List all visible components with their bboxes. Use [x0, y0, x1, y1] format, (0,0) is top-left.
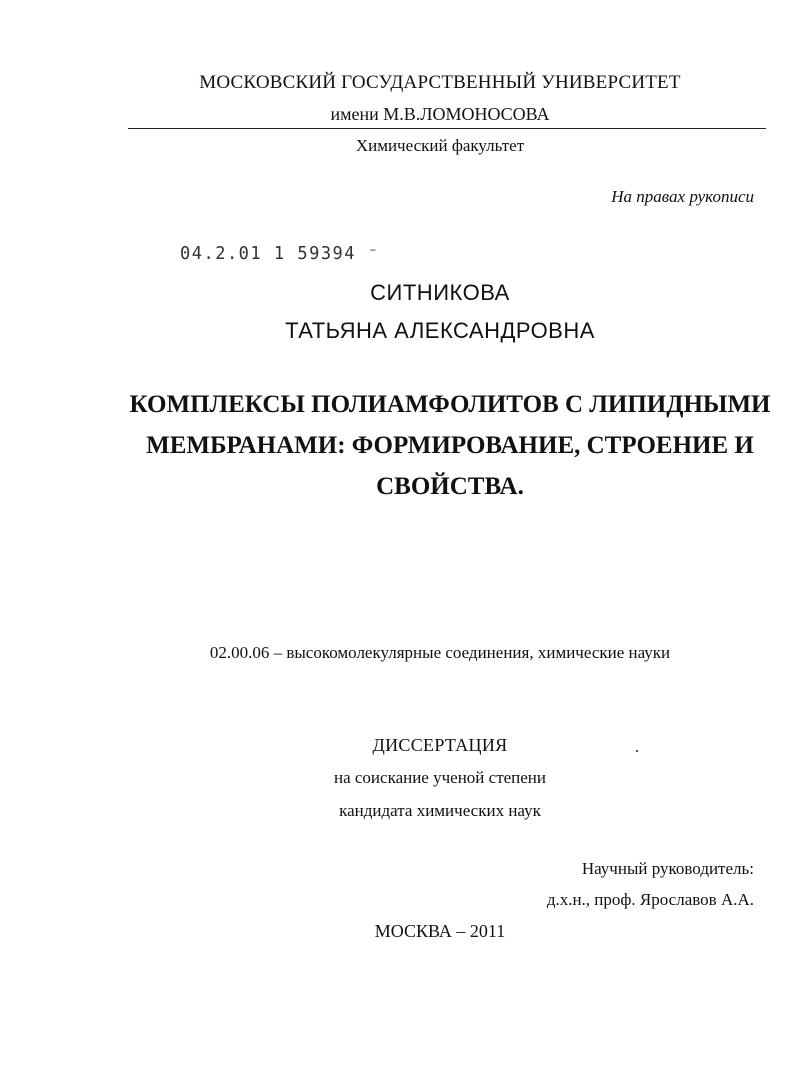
author-given-names: ТАТЬЯНА АЛЕКСАНДРОВНА	[285, 318, 595, 343]
title-line: МЕМБРАНАМИ: ФОРМИРОВАНИЕ, СТРОЕНИЕ И	[146, 432, 754, 459]
rights-note: На правах рукописи	[611, 187, 754, 206]
scan-speck	[636, 750, 638, 752]
dissertation-title	[110, 384, 790, 507]
header-divider	[128, 128, 766, 129]
title-line: КОМПЛЕКСЫ ПОЛИАМФОЛИТОВ С ЛИПИДНЫМИ	[129, 391, 771, 418]
dissertation-label: ДИССЕРТАЦИЯ	[372, 735, 508, 755]
faculty-name: Химический факультет	[355, 136, 525, 155]
university-name: МОСКОВСКИЙ ГОСУДАРСТВЕННЫЙ УНИВЕРСИТЕТ	[199, 72, 681, 93]
degree-line-1: на соискание ученой степени	[333, 768, 547, 787]
author-surname: СИТНИКОВА	[370, 280, 510, 305]
degree-line-2: кандидата химических наук	[339, 801, 541, 820]
city-year: МОСКВА – 2011	[374, 921, 506, 941]
supervisor-label: Научный руководитель:	[581, 859, 754, 878]
title-line: СВОЙСТВА.	[376, 473, 524, 500]
supervisor-name: д.х.н., проф. Ярославов А.А.	[546, 890, 754, 909]
specialty-code: 02.00.06 – высокомолекулярные соединения, химические науки	[209, 643, 671, 662]
university-named-after: имени М.В.ЛОМОНОСОВА	[330, 104, 550, 124]
library-stamp: 04.2.01 1 59394 ⁻	[180, 243, 380, 265]
